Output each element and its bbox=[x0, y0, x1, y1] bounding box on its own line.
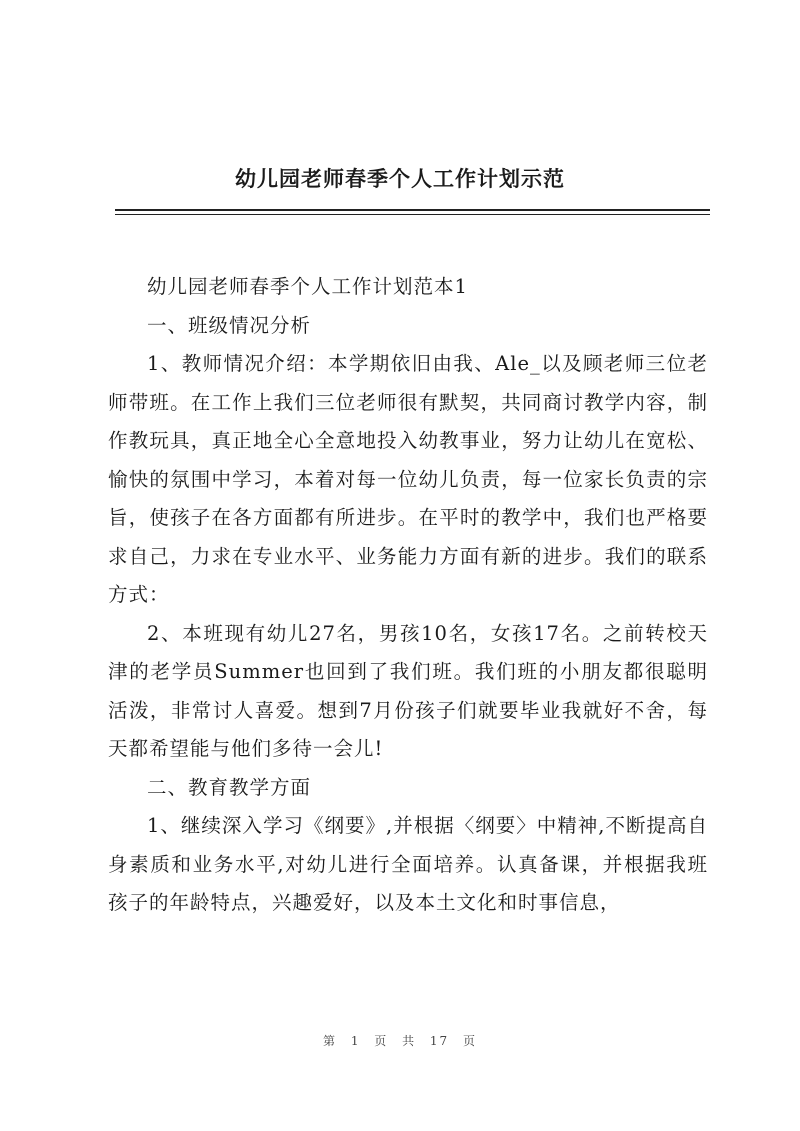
document-body bbox=[108, 268, 708, 923]
title-underline-thin bbox=[115, 214, 710, 215]
paragraph-teaching-1: 1、继续深入学习《纲要》,并根据〈纲要〉中精神,不断提高自身素质和业务水平,对幼儿进行全面培养。认真备课，并根据我班孩子的年龄特点，兴趣爱好，以及本土文化和时事信息， bbox=[108, 814, 708, 914]
paragraph-class-info: 2、本班现有幼儿27名，男孩10名，女孩17名。之前转校天津的老学员Summer也回到了我们班。我们班的小朋友都很聪明活泼，非常讨人喜爱。想到7月份孩子们就要毕业我就好不舍，每天都希望能与他们多待一会儿! bbox=[108, 621, 708, 760]
paragraph-section-teaching: 二、教育教学方面 bbox=[147, 775, 312, 799]
paragraph-heading-template: 幼儿园老师春季个人工作计划范本1 bbox=[147, 275, 468, 298]
title-underline bbox=[115, 209, 710, 211]
paragraph-teacher-intro: 1、教师情况介绍：本学期依旧由我、Ale_以及顾老师三位老师带班。在工作上我们三位老师很有默契，共同商讨教学内容，制作教玩具，真正地全心全意地投入幼教事业，努力让幼儿在宽松、愉快的氛围中学习，本着对每一位幼儿负责，每一位家长负责的宗旨，使孩子在各方面都有所进步。在平时的教学中，我们也严格要求自己，力求在专业水平、业务能力方面有新的进步。我们的联系方式： bbox=[108, 352, 708, 606]
page-number: 第 1 页 共 17 页 bbox=[323, 1034, 477, 1048]
document-title: 幼儿园老师春季个人工作计划示范 bbox=[235, 166, 565, 191]
paragraph-section-class-analysis: 一、班级情况分析 bbox=[147, 313, 312, 337]
